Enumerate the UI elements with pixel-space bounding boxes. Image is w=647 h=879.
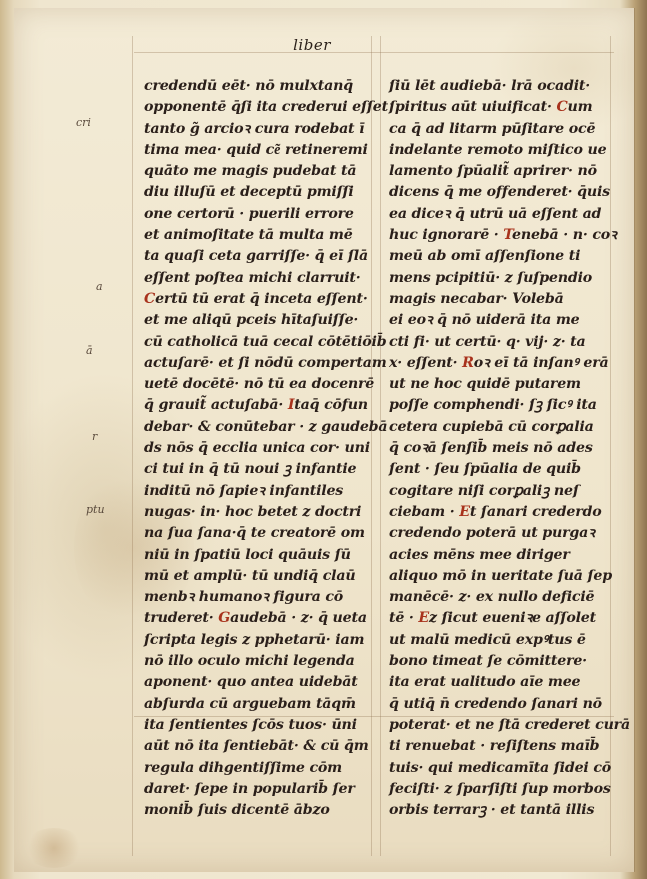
text-line: nugas· in· hoc betet z doctri <box>144 503 362 520</box>
text-line: q̄ utiq̄ n̄ credendo ſanari nō <box>389 695 602 712</box>
text-line: huc ignorarē · Tenebā · n· coꝛ <box>389 227 617 244</box>
text-line: daret· ſepe in popularib̄ ſer <box>144 780 355 797</box>
text-line: ſiū lēt audiebā· lrā ocadit· <box>389 78 590 94</box>
rubric-initial: E <box>418 610 430 627</box>
text-line: inditū nō ſapieꝛ infantiles <box>144 482 344 499</box>
text-line: uetē docētē· nō tū ea docenrē <box>144 376 375 393</box>
rubric-initial: C <box>144 290 156 307</box>
text-line: ita erat ualitudo aīe mee <box>389 674 581 691</box>
text-line: q̄ coꝛā ſenſib̄ meis nō ades <box>389 440 593 457</box>
text-line: ti renuebat · reſiſtens maīb̄ <box>389 738 600 755</box>
text-line: ſpiritus aūt uiuificat· Cum <box>389 99 593 116</box>
rubric-initial: E <box>459 503 470 520</box>
marginal-note: r <box>92 430 98 443</box>
text-line: aūt nō ita ſentiebāt· & cū q̄m <box>144 738 369 755</box>
text-line: niū in ſpatiū loci quāuis ſū <box>144 546 351 563</box>
text-line: cti fi· ut certū· q· vij· z· ta <box>389 333 586 350</box>
text-line: meū ab omī aſſenſione ti <box>389 248 581 265</box>
text-line: feciſti· z ſparſiſti ſup morbos <box>389 780 611 797</box>
text-line: credendū eēt· nō mulxtanq̄ <box>144 78 353 94</box>
text-line: debar· & conūtebar · z gaudebā <box>144 418 388 435</box>
marginal-note: a <box>96 280 103 293</box>
text-line: dicens q̄ me offenderet· q̄uis <box>389 184 610 201</box>
text-line: orbis terrarꝫ · et tantā illis <box>389 802 595 819</box>
text-line: acies mēns mee diriger <box>389 546 570 563</box>
ruling-line <box>134 52 614 53</box>
text-line: regula dihgentiſſime cōm <box>144 759 342 776</box>
text-line: one certorū · puerili errore <box>144 205 354 222</box>
rubric-initial: R <box>462 354 474 371</box>
marginal-note: ā <box>86 344 93 357</box>
text-line: poſſe comphendi· ſꝫ ſicꝰ ita <box>389 397 597 414</box>
text-line: nō illo oculo michi legenda <box>144 653 355 670</box>
text-line: ciebam · Et ſanari crederdo <box>389 503 602 520</box>
text-line: et animoſitate tā multa mē <box>144 227 353 244</box>
marginal-note: ptu <box>86 503 105 516</box>
text-line: ſcripta legis z pphetarū· iam <box>144 631 365 648</box>
text-line: lamento ſpūalit̃ aprirer· nō <box>389 163 597 180</box>
rubric-initial: C <box>556 99 568 116</box>
rubric-initial: I <box>287 397 295 414</box>
text-line: aponent· quo antea uidebāt <box>144 674 358 691</box>
ruling-line <box>132 36 133 856</box>
text-line: Certū tū erat q̄ inceta eſſent· <box>144 290 368 307</box>
rubric-initial: G <box>218 610 231 627</box>
text-line: x· eſſent· Roꝛ eī tā inſanꝰ erā <box>389 354 609 371</box>
text-line: manēcē· z· ex nullo deficiē <box>389 589 595 606</box>
text-column-left <box>144 76 388 821</box>
text-line: ds nōs q̄ ecclia unica cor· uni <box>144 440 370 457</box>
text-line: opponentē q̄ſi ita crederui eſſet <box>144 99 388 116</box>
text-line: diu illuſū et deceptū pmiſſi <box>144 184 354 201</box>
ruling-line <box>380 36 381 856</box>
text-line: monib̄ ſuis dicentē ābzo <box>144 802 330 819</box>
text-line: menbꝛ humanoꝛ figura cō <box>144 589 344 606</box>
text-line: ca q̄ ad litarm pūſitare ocē <box>389 120 596 137</box>
text-line: eſſent poſtea michi clarruit· <box>144 269 361 286</box>
text-line: bono timeat ſe cōmittere· <box>389 653 587 670</box>
text-line: na ſua ſana·q̄ te creatorē om <box>144 525 365 542</box>
text-line: actuſarē· et ſi nōdū compertam <box>144 354 387 371</box>
running-head: liber <box>293 36 331 54</box>
text-line: ſent · ſeu ſpūalia de quib̄ <box>389 461 581 478</box>
text-line: quāto me magis pudebat tā <box>144 163 357 180</box>
text-line: tima mea· quid ce͂ retineremi <box>144 141 368 158</box>
text-line: indelante remoto miſtico ue <box>389 141 607 158</box>
text-line: aliquo mō in ueritate ſuā ſep <box>389 567 612 584</box>
marginal-note: cri <box>76 116 91 129</box>
text-line: mū et amplū· tū undiq̄ claū <box>144 567 356 584</box>
text-line: magis necabar· Volebā <box>389 290 564 307</box>
text-line: cetera cupiebā cū corꝑalia <box>389 418 594 435</box>
rubric-initial: T <box>503 227 513 244</box>
text-line: ita ſentientes ſcōs tuos· ūni <box>144 716 357 733</box>
text-line: q̄ grauit̃ actuſabā· Itaq̄ cōfun <box>144 397 368 414</box>
text-column-right <box>389 76 630 821</box>
text-line: ei eoꝛ q̄ nō uiderā ita me <box>389 312 580 329</box>
text-line: credendo poterā ut purgaꝛ <box>389 525 595 542</box>
stain <box>24 828 84 868</box>
manuscript-page <box>14 8 635 872</box>
text-line: poterat· et ne ſtā crederet curā <box>389 716 630 733</box>
text-line: et me aliqū pceis hītaſuiſſe· <box>144 312 359 329</box>
text-line: ut malū medicū expꝰtus ē <box>389 631 586 648</box>
text-line: ci tui in q̄ tū noui ꝫ infantie <box>144 461 357 478</box>
text-line: cogitare niſi corꝑaliꝫ neſ <box>389 482 579 499</box>
text-line: abſurda cū arguebam tāqm̄ <box>144 695 356 712</box>
text-line: cū catholicā tuā cecal cōtētiōib̄ <box>144 333 387 350</box>
text-line: truderet· Gaudebā · z· q̄ ueta <box>144 610 367 627</box>
text-line: ta quaſi ceta garriſſe· q̄ eī ſlā <box>144 248 368 265</box>
text-line: tuis· qui medicamīta ſidei cō <box>389 759 612 776</box>
text-line: tē · Ez ſicut eueniꝛe aſſolet <box>389 610 596 627</box>
text-line: ut ne hoc quidē putarem <box>389 376 581 393</box>
text-line: ea diceꝛ q̄ utrū uā eſſent ad <box>389 205 602 222</box>
text-line: mens pcipitiū· z ſuſpendio <box>389 269 593 286</box>
text-line: tanto g̃ arcioꝛ cura rodebat ī <box>144 120 365 137</box>
